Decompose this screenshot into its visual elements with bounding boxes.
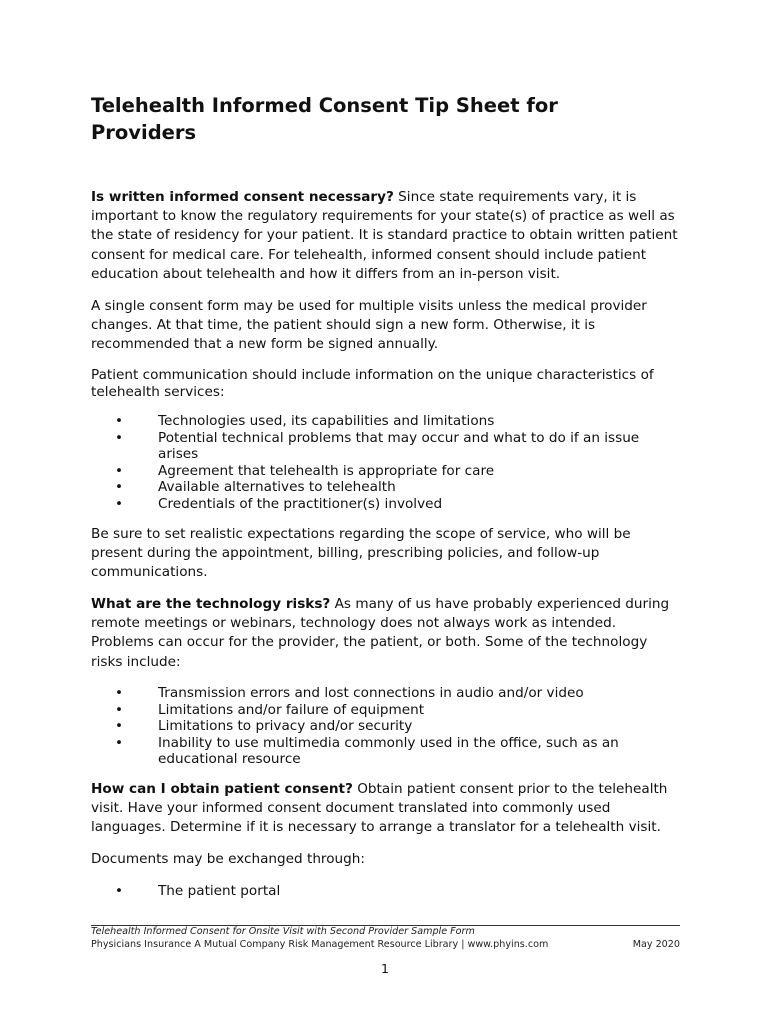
paragraph [91, 780, 681, 838]
paragraph-text: Since state requirements vary, it is important to know the regulatory requirements for your state(s) of practice as well as the state of residency for your patient. It is standard practice to obtain written patient consent for medical care. For telehealth, informed consent should include patient education about telehealth and how it differs from an in-person visit. [91, 189, 678, 282]
section-heading: What are the technology risks? [91, 596, 331, 612]
footer-form-title: Telehealth Informed Consent for Onsite Visit with Second Provider Sample Form [91, 926, 475, 937]
document-title: Telehealth Informed Consent Tip Sheet for Providers [91, 94, 558, 144]
bullet-icon: • [115, 462, 124, 479]
list-item: • Transmission errors and lost connections in audio and/or video [115, 685, 584, 701]
paragraph: Be sure to set realistic expectations regarding the scope of service, who will be present during the appointment, billing, prescribing policies, and follow-up communications. [91, 526, 631, 581]
section-obtain-consent [91, 780, 681, 838]
paragraph: Documents may be exchanged through: [91, 851, 365, 867]
bullet-list [91, 685, 681, 768]
list-item: • Limitations and/or failure of equipment [115, 701, 425, 718]
bullet-icon: • [115, 479, 124, 496]
section-written-consent [91, 188, 681, 284]
paragraph [91, 595, 681, 672]
bullet-icon: • [115, 883, 124, 899]
section-heading: How can I obtain patient consent? [91, 781, 353, 797]
page-footer [91, 926, 680, 951]
list-item: • Technologies used, its capabilities and limitations [115, 413, 495, 429]
page-number: 1 [381, 961, 389, 976]
list-item: • Inability to use multimedia commonly used in the office, such as an educational resource [115, 734, 619, 768]
bullet-icon: • [115, 701, 124, 718]
paragraph: Patient communication should include information on the unique characteristics of telehealth services: [91, 367, 654, 400]
paragraph [91, 188, 681, 284]
bullet-list [91, 883, 681, 900]
bullet-icon: • [115, 413, 124, 429]
list-item: • Limitations to privacy and/or security [115, 718, 413, 735]
bullet-icon: • [115, 718, 124, 735]
bullet-icon: • [115, 495, 124, 512]
footer-source: Physicians Insurance A Mutual Company Risk Management Resource Library | www.phyins.com [91, 938, 549, 950]
list-item: • The patient portal [115, 883, 281, 899]
bullet-icon: • [115, 429, 124, 446]
list-item: • Available alternatives to telehealth [115, 479, 396, 496]
section-heading: Is written informed consent necessary? [91, 189, 394, 205]
bullet-list [91, 413, 681, 513]
paragraph-text: As many of us have probably experienced during remote meetings or webinars, technology does not always work as intended. Problems can occur for the provider, the patient, or both. Some of the technology risks include: [91, 596, 670, 670]
list-item: • Agreement that telehealth is appropriate for care [115, 462, 495, 479]
paragraph: A single consent form may be used for multiple visits unless the medical provider changes. At that time, the patient should sign a new form. Otherwise, it is recommended that a new form be signed annually. [91, 298, 647, 353]
list-item: • Potential technical problems that may occur and what to do if an issue arises [115, 429, 640, 463]
bullet-icon: • [115, 734, 124, 751]
footer-date: May 2020 [632, 938, 680, 950]
list-item: • Credentials of the practitioner(s) involved [115, 495, 443, 512]
section-technology-risks [91, 595, 681, 672]
bullet-icon: • [115, 685, 124, 701]
paragraph-text: Obtain patient consent prior to the telehealth visit. Have your informed consent document translated into commonly used languages. Determine if it is necessary to arrange a translator for a telehealth visit. [91, 781, 668, 836]
